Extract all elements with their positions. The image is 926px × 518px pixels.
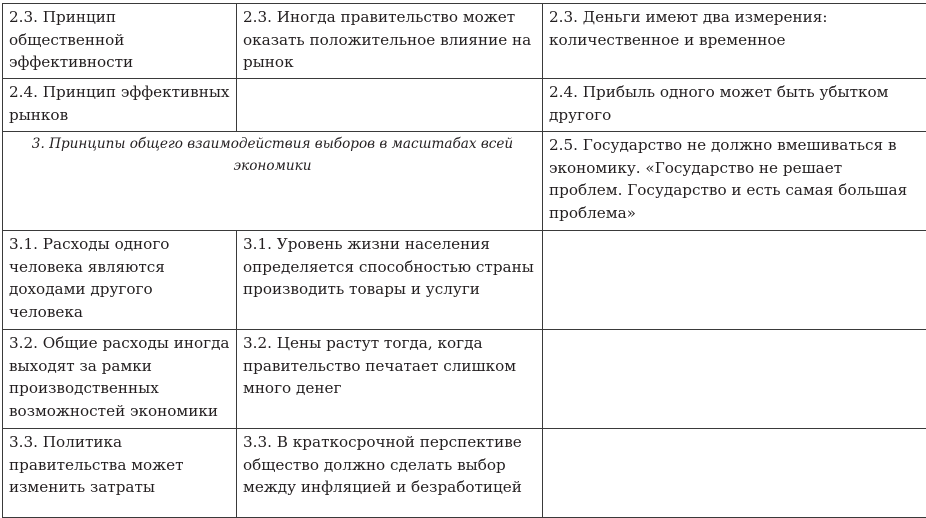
cell-3-1-col3 [543,231,926,330]
table-row [3,4,926,79]
cell-2-4-col1: 2.4. Принцип эффективных рынков [3,79,237,132]
section-header-3: 3. Принципы общего взаимодействия выборов в масштабах всей экономики [3,132,543,231]
cell-3-2-col3 [543,330,926,429]
cell-3-3-col1: 3.3. Политика правительства может изменить затраты [3,429,237,518]
cell-3-1-col1: 3.1. Расходы одного человека являются доходами другого человека [3,231,237,330]
table-row [3,330,926,429]
cell-3-1-col2: 3.1. Уровень жизни населения определяется способностью страны производить товары и услуги [237,231,543,330]
table-row [3,231,926,330]
cell-2-3-col1: 2.3. Принцип общественной эффективности [3,4,237,79]
cell-3-3-col2: 3.3. В краткосрочной перспективе общество должно сделать выбор между инфляцией и безработицей [237,429,543,518]
table-row [3,79,926,132]
table-row [3,429,926,518]
cell-3-2-col2: 3.2. Цены растут тогда, когда правительство печатает слишком много денег [237,330,543,429]
cell-2-5-col3: 2.5. Государство не должно вмешиваться в экономику. «Государство не решает проблем. Государство и есть самая большая проблема» [543,132,926,231]
cell-2-3-col2: 2.3. Иногда правительство может оказать положительное влияние на рынок [237,4,543,79]
table-row [3,132,926,231]
cell-3-3-col3 [543,429,926,518]
cell-2-4-col3: 2.4. Прибыль одного может быть убытком другого [543,79,926,132]
principles-table [2,3,926,518]
cell-3-2-col1: 3.2. Общие расходы иногда выходят за рамки производственных возможностей экономики [3,330,237,429]
cell-2-4-col2 [237,79,543,132]
cell-2-3-col3: 2.3. Деньги имеют два измерения: количественное и временное [543,4,926,79]
